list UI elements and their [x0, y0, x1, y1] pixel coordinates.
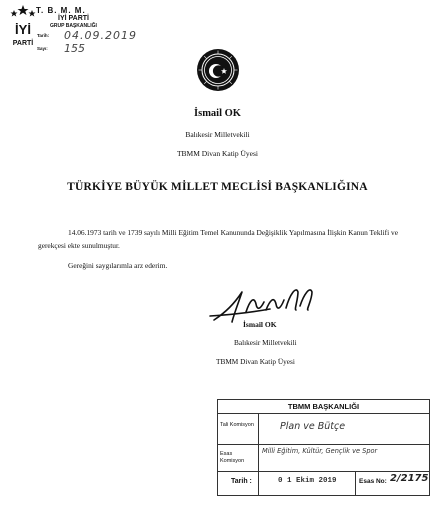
- iyi-parti-logo: [8, 4, 38, 48]
- esas-no-value: 2/2175: [390, 473, 429, 484]
- stamp-row-tarih: [218, 472, 429, 495]
- tarih-label: Tarih :: [231, 478, 252, 485]
- date-label: Tarih:: [37, 33, 50, 38]
- stamp-row-esas: [218, 445, 429, 472]
- party-name: İYİ PARTİ: [58, 15, 89, 22]
- document-title: TÜRKİYE BÜYÜK MİLLET MECLİSİ BAŞKANLIĞINA: [67, 181, 368, 193]
- date-value: 04.09.2019: [64, 29, 137, 42]
- logo-text-top: İYİ: [15, 22, 31, 37]
- sender-region: Balıkesir Milletvekili: [185, 130, 250, 139]
- esas-no-label: Esas No:: [359, 478, 387, 485]
- number-label: Sayı:: [37, 46, 48, 51]
- tali-komisyon-label: Tali Komisyon: [220, 422, 254, 428]
- sender-title: TBMM Divan Katip Üyesi: [176, 149, 259, 158]
- tarih-value: 0 1 Ekim 2019: [278, 477, 337, 485]
- tbmm-header: T. B. M. M.: [36, 6, 86, 15]
- tbmm-seal: [196, 48, 240, 92]
- signatory-region: Balıkesir Milletvekili: [234, 338, 297, 347]
- closing-paragraph: Gereğini saygılarımla arz ederim.: [68, 261, 168, 270]
- number-value: 155: [64, 42, 85, 55]
- stamp-header: TBMM BAŞKANLIĞI: [218, 400, 429, 414]
- esas-komisyon-label: Esas Komisyon: [220, 451, 245, 464]
- sender-name: İsmail OK: [194, 108, 241, 119]
- registry-stamp: [217, 399, 430, 496]
- party-group: GRUP BAŞKANLIĞI: [50, 23, 97, 29]
- tali-komisyon-value: Plan ve Bütçe: [280, 421, 346, 432]
- stamp-row-tali: [218, 413, 429, 445]
- signatory-name: İsmail OK: [243, 320, 277, 329]
- esas-komisyon-value: Milli Eğitim, Kültür, Gençlik ve Spor: [262, 447, 378, 455]
- body-paragraph: 14.06.1973 tarih ve 1739 sayılı Milli Eğitim Temel Kanununda Değişiklik Yapılmasına İlişkin Kanun Teklifi ve gerekçesi ekte sunulmuştur.: [38, 228, 398, 250]
- signatory-title: TBMM Divan Katip Üyesi: [216, 357, 295, 366]
- logo-text-bottom: PARTİ: [12, 40, 34, 47]
